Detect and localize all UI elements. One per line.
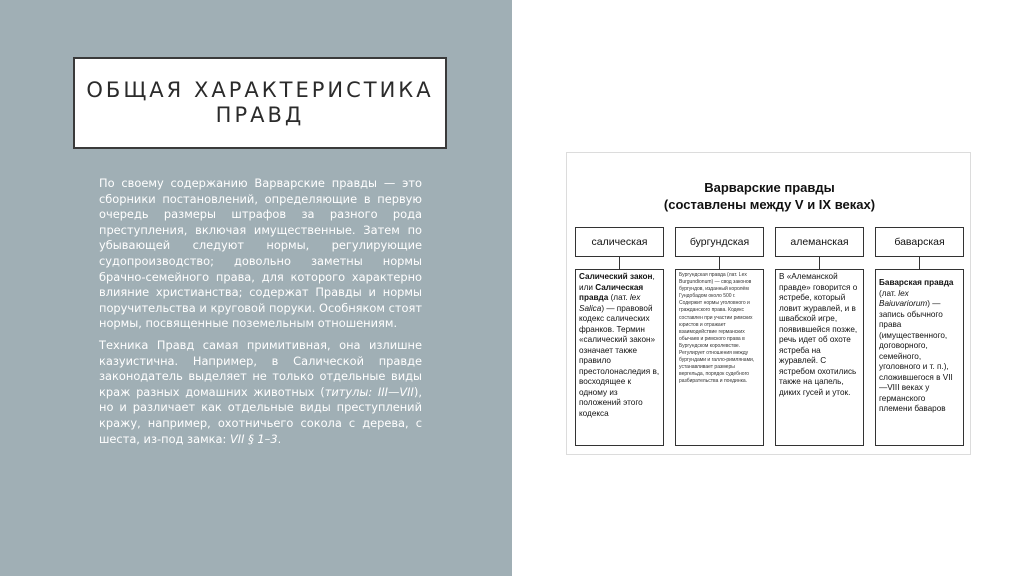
connector-bavar — [919, 257, 920, 269]
diagram-title-line-2: (составлены между V и IX веках) — [663, 197, 876, 212]
category-salic: салическая — [575, 227, 664, 257]
card-bavar-term: Баварская правда — [879, 278, 954, 287]
paragraph-1: По своему содержанию Варварские правды — это сборники постановлений, определяющие в первую очередь размеры штрафов за разного рода преступления, включая имущественные. Затем по убывающей следуют нормы, регулирующие судопроизводство; довольно заметны нормы брачно-семейного права, для которого характерно влияние христианства; содержат Правды и нормы поручительства и круговой поруки. Особняком стоят нормы, посвященные поземельным отношениям. — [99, 176, 422, 331]
category-burgund: бургундская — [675, 227, 764, 257]
diagram-title-line-1: Варварские правды — [704, 180, 835, 195]
paragraph-2-end: . — [277, 431, 282, 446]
barbarian-codes-diagram — [566, 152, 971, 455]
card-salic-term-1: Салический закон — [579, 272, 653, 281]
paragraph-2-start: Техника Правд самая примитивная, она излишне казуистична. Например, в Салической правде законодатель выделяет не только отдельные виды краж разных домашних животных ( — [99, 337, 422, 399]
card-bavar-latin: lex Baiuvariorum — [879, 288, 928, 308]
body-text — [99, 176, 422, 453]
card-salic — [575, 269, 664, 446]
card-bavar — [875, 269, 964, 446]
connector-salic — [619, 257, 620, 269]
category-bavar: баварская — [875, 227, 964, 257]
card-salic-text-1: , или — [579, 272, 655, 292]
paragraph-2-reference: VII § 1–3 — [229, 431, 278, 446]
connector-burgund — [719, 257, 720, 269]
card-salic-text-3: ) — правовой кодекс салических франков. Термин «салический закон» означает также правило престолонаследия в, восходящее к одному из положений этого кодекса — [579, 303, 660, 418]
card-aleman: В «Алеманской правде» говорится о ястребе, который ловит журавлей, и в швабской игре, появившейся позже, речь идет об охоте ястреба на журавлей. С ястребом охотились также на цапель, диких гусей и уток. — [775, 269, 864, 446]
slide-title: ОБЩАЯ ХАРАКТЕРИСТИКА ПРАВД — [86, 78, 434, 127]
card-bavar-text-1: (лат. — [879, 288, 899, 298]
connector-aleman — [819, 257, 820, 269]
paragraph-2-mid: ), но и различает как отдельные виды преступлений кражу, например, охотничьего сокола с дерева, с шеста, из-под замка: — [99, 384, 422, 446]
diagram-title — [567, 179, 972, 213]
category-aleman: алеманская — [775, 227, 864, 257]
card-salic-term-2: Салическая правда — [579, 282, 644, 302]
card-salic-text-2: (лат. — [608, 293, 630, 302]
card-burgund: Бургундская правда (лат. Lex Burgundionum) — свод законов бургундов, изданный королём Гундобадом около 500 г. Содержит нормы уголовного и гражданского права. Кодекс составлен при участии римских юристов и отражает взаимодействие германских обычаев и римского права в Бургундском королевстве. Регулирует отношения между бургундами и галло-римлянами, устанавливает размеры вергельда, порядок судебного разбирательства и поединка. — [675, 269, 764, 446]
card-salic-latin: lex Salica — [579, 293, 641, 313]
paragraph-2 — [99, 338, 422, 447]
paragraph-2-titles: титулы: III—VII — [324, 384, 414, 399]
card-bavar-text-2: ) — запись обычного права (имущественного, договорного, семейного, уголовного и т. п.), сложившегося в VII—VIII веках у германского племени баваров — [879, 299, 953, 413]
title-box — [73, 57, 447, 149]
